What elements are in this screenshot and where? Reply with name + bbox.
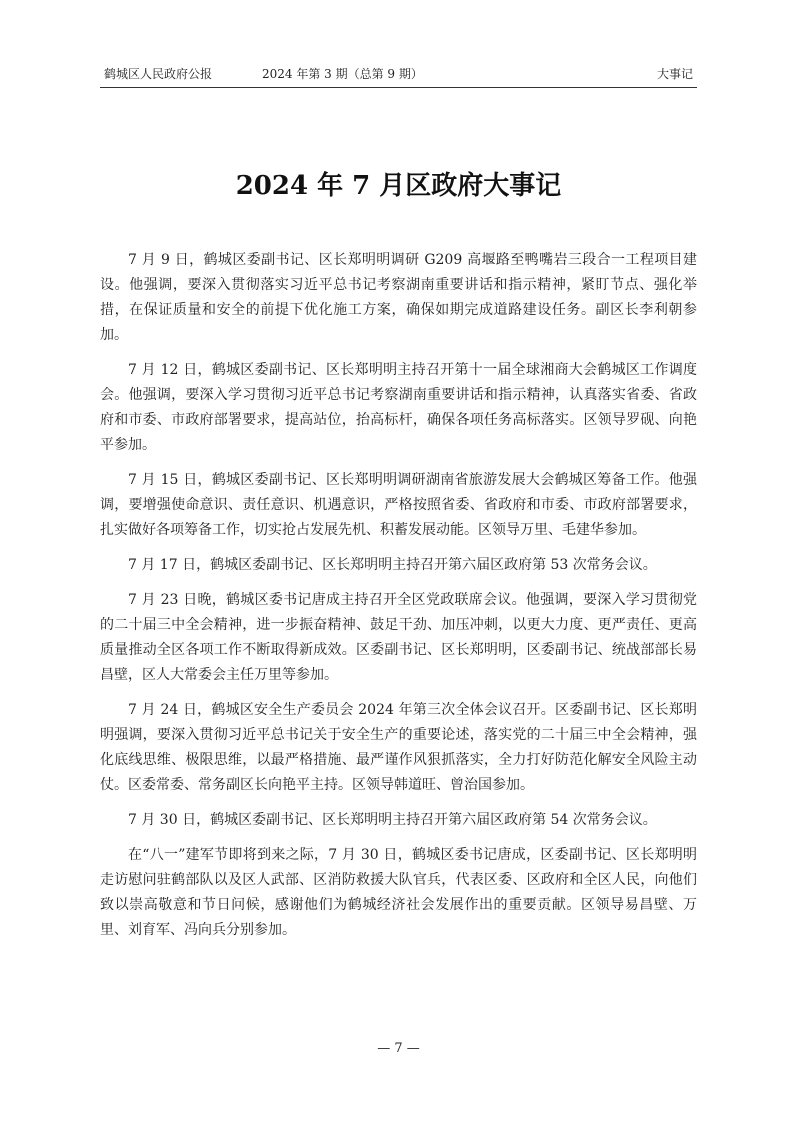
header-issue-number: 2024 年第 3 期（总第 9 期） — [262, 67, 423, 81]
header-section-name: 大事记 — [656, 67, 693, 81]
header-publication-name: 鹤城区人民政府公报 — [104, 67, 213, 81]
entry-paragraph: 7 月 23 日晚，鹤城区委书记唐成主持召开全区党政联席会议。他强调，要深入学习贯彻党的二十届三中全会精神，进一步振奋精神、鼓足干劲、加压冲刺，以更大力度、更严责任、更高质量推动全区各项工作不断取得新成效。区委副书记、区长郑明明，区委副书记、统战部部长易昌壁，区人大常委会主任万里等参加。 — [100, 592, 697, 683]
entry-paragraph: 7 月 9 日，鹤城区委副书记、区长郑明明调研 G209 高堰路至鸭嘴岩三段合一工程项目建设。他强调，要深入贯彻落实习近平总书记考察湖南重要讲话和指示精神，紧盯节点、强化举措，在保证质量和安全的前提下优化施工方案，确保如期完成道路建设任务。副区长李利朝参加。 — [100, 252, 697, 343]
entry-paragraph: 在“八一”建军节即将到来之际，7 月 30 日，鹤城区委书记唐成，区委副书记、区长郑明明走访慰问驻鹤部队以及区人武部、区消防救援大队官兵，代表区委、区政府和全区人民，向他们致以崇高敬意和节日问候，感谢他们为鹤城经济社会发展作出的重要贡献。区领导易昌壁、万里、刘育军、冯向兵分别参加。 — [100, 847, 697, 938]
page-number: — 7 — — [377, 1041, 420, 1056]
entry-paragraph: 7 月 30 日，鹤城区委副书记、区长郑明明主持召开第六届区政府第 54 次常务会议。 — [128, 812, 657, 828]
page-header — [100, 64, 697, 86]
entry-paragraph: 7 月 15 日，鹤城区委副书记、区长郑明明调研湖南省旅游发展大会鹤城区筹备工作。他强调，要增强使命意识、责任意识、机遇意识，严格按照省委、省政府和市委、市政府部署要求，扎实做好各项筹备工作，切实抢占发展先机、积蓄发展动能。区领导万里、毛建华参加。 — [100, 472, 697, 538]
entry-paragraph: 7 月 17 日，鹤城区委副书记、区长郑明明主持召开第六届区政府第 53 次常务会议。 — [128, 557, 657, 573]
entry-paragraph: 7 月 12 日，鹤城区委副书记、区长郑明明主持召开第十一届全球湘商大会鹤城区工作调度会。他强调，要深入学习贯彻习近平总书记考察湖南重要讲话和指示精神，认真落实省委、省政府和市委、市政府部署要求，提高站位，抬高标杆，确保各项任务高标落实。区领导罗砚、向艳平参加。 — [100, 362, 697, 453]
header-divider — [100, 87, 697, 88]
document-body — [100, 248, 697, 953]
page-title: 2024 年 7 月区政府大事记 — [235, 171, 562, 201]
entry-paragraph: 7 月 24 日，鹤城区安全生产委员会 2024 年第三次全体会议召开。区委副书记、区长郑明明强调，要深入贯彻习近平总书记关于安全生产的重要论述，落实党的二十届三中全会精神，强化底线思维、极限思维，以最严格措施、最严谨作风狠抓落实，全力打好防范化解安全风险主动仗。区委常委、常务副区长向艳平主持。区领导韩道旺、曾治国参加。 — [100, 702, 697, 793]
